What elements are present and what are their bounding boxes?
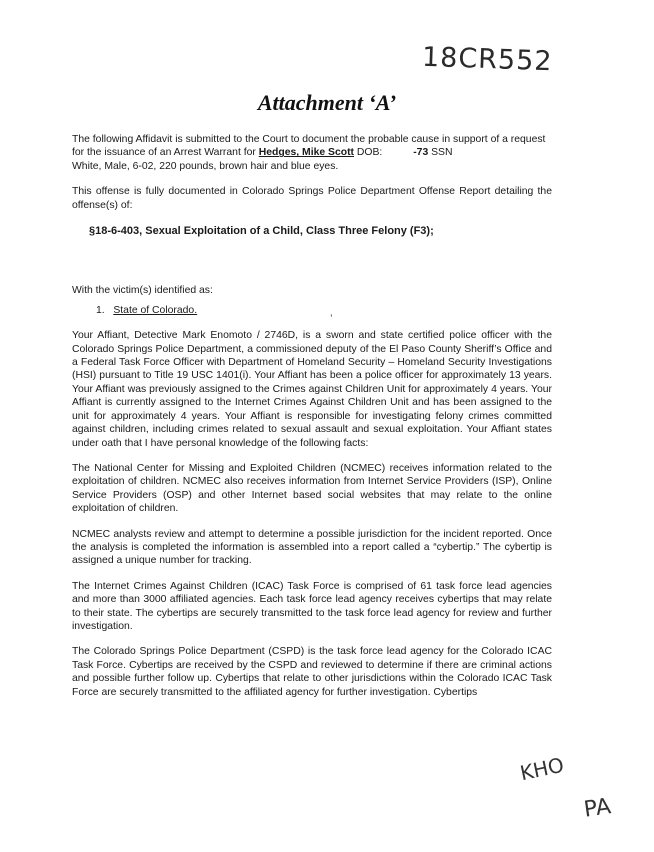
- analysis-paragraph: NCMEC analysts review and attempt to determine a possible jurisdiction for the incident reported. Once the analysis is completed the information is assembled into a report called a “cybertip.” The cybertip is assigned a unique number for tracking.: [72, 528, 552, 567]
- offense-intro: This offense is fully documented in Colorado Springs Police Department Offense Report detailing the offense(s) of:: [72, 186, 552, 211]
- intro-paragraph: [72, 133, 552, 173]
- affidavit-body: [72, 133, 552, 711]
- ncmec-paragraph: The National Center for Missing and Exploited Children (NCMEC) receives information related to the exploitation of children. NCMEC also receives information from Internet Service Providers (ISP), Online Service Providers (OSP) and other Internet based social websites that may relate to the online exploitation of children.: [72, 462, 552, 515]
- dob-label: DOB:: [354, 147, 386, 159]
- attachment-title: Attachment ‘A’: [257, 90, 397, 115]
- cspd-paragraph: The Colorado Springs Police Department (CSPD) is the task force lead agency for the Colorado ICAC Task Force. Cybertips are received by the CSPD and reviewed to determine if there are criminal actions and possible further follow up. Cybertips that relate to other jurisdictions within the Colorado ICAC Task Force are securely transmitted to the affiliated agency for further investigation. Cybertips: [72, 646, 552, 698]
- icac-paragraph: The Internet Crimes Against Children (ICAC) Task Force is comprised of 61 task force lead agencies and more than 3000 affiliated agencies. Each task force lead agency receives cybertips that may relate to their state. The cybertips are securely transmitted to the task force lead agency for review and further investigation.: [72, 580, 552, 632]
- suspect-description: White, Male, 6-02, 220 pounds, brown hair and blue eyes.: [72, 160, 339, 172]
- victim-list-item: [96, 304, 552, 317]
- handwritten-initials-2: PA: [582, 794, 613, 823]
- affiant-paragraph: Your Affiant, Detective Mark Enomoto / 2746D, is a sworn and state certified police officer with the Colorado Springs Police Department, a commissioned deputy of the El Paso County Sheriff’s Office and a Federal Task Force Officer with Department of Homeland Security – Homeland Security Investigations (HSI) pursuant to Title 19 USC 1401(i). Your Affiant has been a police officer for approximately 13 years. Your Affiant was previously assigned to the Crimes against Children Unit for approximately 4 years. Your Affiant is currently assigned to the Internet Crimes Against Children Unit and has been assigned to the unit for approximately 4 years. Your Affiant is responsible for investigating felony crimes committed against children, including crimes related to sexual assault and sexual exploitation. Your Affiant states under oath that I have personal knowledge of the following facts:: [72, 330, 552, 449]
- ssn-label: SSN: [428, 147, 453, 159]
- handwritten-case-number: 18CR552: [421, 41, 554, 78]
- stray-mark: ʼ: [330, 312, 333, 326]
- intro-line-2a: for the issuance of an Arrest Warrant for: [72, 147, 259, 159]
- victims-intro: With the victim(s) identified as:: [72, 285, 213, 297]
- dob-value: -73: [413, 147, 429, 159]
- victim-name: State of Colorado.: [113, 304, 198, 316]
- intro-line-1: The following Affidavit is submitted to the Court to document the probable cause in support of a request: [72, 134, 546, 145]
- victim-number: 1.: [96, 304, 105, 316]
- offense-statute: §18-6-403, Sexual Exploitation of a Child, Class Three Felony (F3);: [89, 225, 434, 238]
- handwritten-initials-1: KHO: [517, 752, 566, 786]
- suspect-name: Hedges, Mike Scott: [258, 147, 355, 159]
